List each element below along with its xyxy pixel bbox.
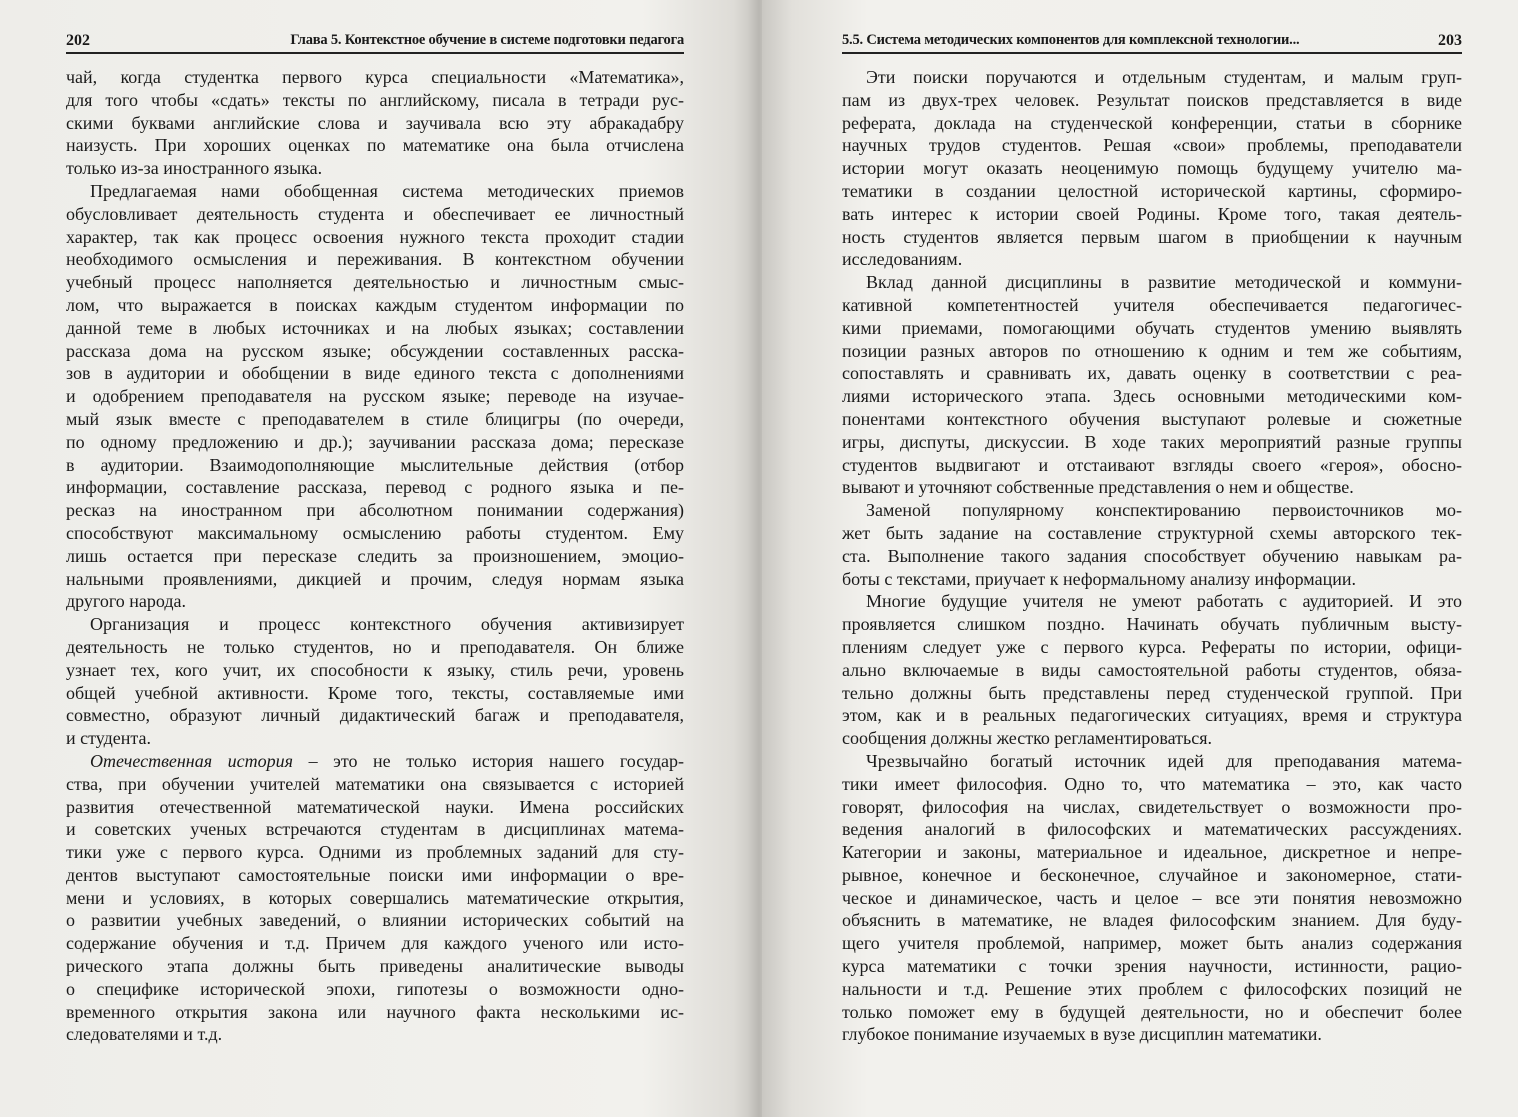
text-line: Предлагаемая нами обобщенная система методических приемов xyxy=(90,180,684,201)
emphasized-term: Отечественная история xyxy=(90,750,294,771)
text-line: ность студентов является первым шагом в приобщении к научным xyxy=(842,226,1462,247)
text-line: глубокое понимание изучаемых в вузе дисциплин математики. xyxy=(842,1024,1322,1045)
text-line-rest: – это не только история нашего государ- xyxy=(293,750,684,771)
text-line: истории могут оказать неоценимую помощь будущему учителю ма- xyxy=(842,158,1462,179)
text-line: нальными проявлениями, дикцией и прочим, следуя нормам языка xyxy=(66,568,684,589)
text-line: ства, при обучении учителей математики она связывается с историей xyxy=(66,773,684,794)
text-line: по одному предложению и др.); заучивании рассказа дома; пересказе xyxy=(66,431,684,452)
text-line: студентов выдвигают и отстаивают взгляды своего «героя», обосно- xyxy=(842,454,1462,475)
text-line: плениям следует уже с первого курса. Рефераты по истории, офици- xyxy=(842,636,1462,657)
text-line: о специфике исторической эпохи, гипотезы о возможности одно- xyxy=(66,978,684,999)
text-line: мый язык вместе с преподавателем в стиле блицигры (по очереди, xyxy=(66,408,684,429)
text-line: учебный процесс наполняется деятельностью и личностным смыс- xyxy=(66,272,684,293)
text-line xyxy=(66,750,684,773)
text-line: Эти поиски поручаются и отдельным студентам, и малым груп- xyxy=(866,67,1462,87)
text-line: говорят, философия на числах, свидетельствует о возможности про- xyxy=(842,796,1462,817)
text-line: сопоставлять и сравнивать их, давать оценку в соответствии с реа- xyxy=(842,363,1462,384)
text-line: Многие будущие учителя не умеют работать с аудиторией. И это xyxy=(866,591,1462,612)
text-line: реферата, доклада на студенческой конференции, статьи в сборнике xyxy=(842,112,1462,133)
text-line: способствуют максимальному осмыслению работы студентом. Ему xyxy=(66,522,684,543)
text-line: пам из двух-трех человек. Результат поисков представляется в виде xyxy=(842,89,1462,110)
right-running-head: 5.5. Система методических компонентов для комплексной технологии... xyxy=(842,32,1300,48)
text-line: следователями и т.д. xyxy=(66,1024,223,1045)
text-line: этом, как и в реальных педагогических ситуациях, время и структура xyxy=(842,705,1462,726)
text-line: характер, так как процесс освоения нужного текста проходит стадии xyxy=(66,226,684,247)
text-line: курса математики с точки зрения научности, истинности, рацио- xyxy=(842,956,1462,977)
text-line: позиции разных авторов по отношению к одним и тем же событиям, xyxy=(842,340,1462,361)
text-line: рывное, конечное и бесконечное, случайное и закономерное, стати- xyxy=(842,864,1462,885)
text-line: другого народа. xyxy=(66,591,187,612)
text-line: и одобрением преподавателя на русском языке; переводе на изучае- xyxy=(66,386,684,407)
text-line: игры, диспуты, дискуссии. В ходе таких мероприятий разные группы xyxy=(842,431,1462,452)
text-line: общей учебной активности. Кроме того, тексты, составляемые ими xyxy=(66,682,684,703)
text-line: боты с текстами, приучает к неформальному анализу информации. xyxy=(842,568,1356,589)
text-line: ста. Выполнение такого задания способствует обучению навыкам ра- xyxy=(842,545,1462,566)
left-running-head: Глава 5. Контекстное обучение в системе подготовки педагога xyxy=(290,32,684,48)
text-line: обусловливает деятельность студента и обеспечивает ее личностный xyxy=(66,203,684,224)
text-line: ческое и динамическое, часть и целое – все эти понятия невозможно xyxy=(842,887,1462,908)
text-line: ресказ на иностранном при абсолютном понимании содержания) xyxy=(66,500,684,521)
text-line: лом, что выражается в поисках каждым студентом информации по xyxy=(66,294,684,315)
text-line: нальности и т.д. Решение этих проблем с философских позиций не xyxy=(842,978,1462,999)
text-line: рического этапа должны быть приведены аналитические выводы xyxy=(66,956,684,977)
left-page-header xyxy=(66,28,684,54)
text-line: чай, когда студентка первого курса специальности «Математика», xyxy=(66,67,684,87)
right-page-header xyxy=(842,28,1462,54)
text-line: в аудитории. Взаимодополняющие мыслительные действия (отбор xyxy=(66,454,684,475)
right-page-text xyxy=(842,66,1462,1046)
text-line: сообщения должны жестко регламентироваться. xyxy=(842,728,1213,749)
text-line: наизусть. При хороших оценках по математике она была отчислена xyxy=(66,135,684,156)
text-line: кативной компетентностей учителя обеспечивается педагогичес- xyxy=(842,294,1462,315)
text-line: вывают и уточняют собственные представления о нем и обществе. xyxy=(842,477,1354,498)
text-line: для того чтобы «сдать» тексты по английскому, писала в тетради рус- xyxy=(66,89,684,110)
text-line: информации, составление рассказа, перевод с родного языка и пе- xyxy=(66,477,684,498)
text-line: необходимого осмысления и переживания. В контекстном обучении xyxy=(66,249,684,270)
text-line: Организация и процесс контекстного обучения активизирует xyxy=(90,614,684,635)
text-line: и советских ученых встречаются студентам в дисциплинах матема- xyxy=(66,819,684,840)
text-line: данной теме в любых источниках и на любых языках; составлении xyxy=(66,317,684,338)
right-page-number: 203 xyxy=(1438,32,1462,49)
text-line: щего учителя проблемой, например, может быть анализ содержания xyxy=(842,933,1462,954)
text-line: жет быть задание на составление структурной схемы авторского тек- xyxy=(842,522,1462,543)
text-line: развития отечественной математической науки. Имена российских xyxy=(66,796,684,817)
text-line: тельно должны быть представлены перед студенческой группой. При xyxy=(842,682,1462,703)
left-page-number: 202 xyxy=(66,32,90,49)
text-line: объяснить в математике, не владея философским знанием. Для буду- xyxy=(842,910,1462,931)
text-line: только из-за иностранного языка. xyxy=(66,158,323,179)
text-line: узнает тех, кого учит, их способности к языку, стиль речи, уровень xyxy=(66,659,684,680)
text-line: Чрезвычайно богатый источник идей для преподавания матема- xyxy=(866,750,1462,771)
text-line: только поможет ему в будущей деятельности, но и обеспечит более xyxy=(842,1001,1462,1022)
text-line: проявляется слишком поздно. Начинать обучать публичным высту- xyxy=(842,614,1462,635)
text-line: временного открытия закона или научного факта несколькими ис- xyxy=(66,1001,684,1022)
right-page xyxy=(762,0,1518,1117)
left-page-text xyxy=(66,66,684,1046)
text-line: научных трудов студентов. Решая «свои» проблемы, преподаватели xyxy=(842,135,1462,156)
text-line: тематики в создании целостной исторической картины, сформиро- xyxy=(842,180,1462,201)
text-line: понентами контекстного обучения выступают ролевые и сюжетные xyxy=(842,408,1462,429)
text-line: о развитии учебных заведений, о влиянии исторических событий на xyxy=(66,910,684,931)
text-line: тики имеет философия. Одно то, что математика – это, как часто xyxy=(842,773,1462,794)
text-line: дентов выступают самостоятельные поиски ими информации о вре- xyxy=(66,864,684,885)
text-line: Заменой популярному конспектированию первоисточников мо- xyxy=(866,500,1462,521)
left-page xyxy=(0,0,756,1117)
text-line: содержание обучения и т.д. Причем для каждого ученого или исто- xyxy=(66,933,684,954)
text-line: вать интерес к истории своей Родины. Кроме того, такая деятель- xyxy=(842,203,1462,224)
text-line: рассказа дома на русском языке; обсуждении составленных расска- xyxy=(66,340,684,361)
text-line: зов в аудитории и обобщении в виде единого текста с дополнениями xyxy=(66,363,684,384)
text-line: ально включаемые в виды самостоятельной работы студентов, обяза- xyxy=(842,659,1462,680)
text-line: кими приемами, помогающими обучать студентов умению выявлять xyxy=(842,317,1462,338)
text-line: скими буквами английские слова и заучивала всю эту абракадабру xyxy=(66,112,684,133)
text-line: Категории и законы, материальное и идеальное, дискретное и непре- xyxy=(842,842,1462,863)
text-line: ведения аналогий в философских и математических рассуждениях. xyxy=(842,819,1462,840)
text-line: лишь остается при пересказе следить за произношением, эмоцио- xyxy=(66,545,684,566)
text-line: деятельность не только студентов, но и преподавателя. Он ближе xyxy=(66,636,684,657)
text-line: тики уже с первого курса. Одними из проблемных заданий для сту- xyxy=(66,842,684,863)
text-line: Вклад данной дисциплины в развитие методической и коммуни- xyxy=(866,272,1462,293)
text-line: и студента. xyxy=(66,728,151,749)
text-line: совместно, образуют личный дидактический багаж и преподавателя, xyxy=(66,705,684,726)
text-line: лиями исторического этапа. Здесь основными методическими ком- xyxy=(842,386,1462,407)
text-line: мени и условиях, в которых совершались математические открытия, xyxy=(66,887,684,908)
text-line: исследованиям. xyxy=(842,249,963,270)
